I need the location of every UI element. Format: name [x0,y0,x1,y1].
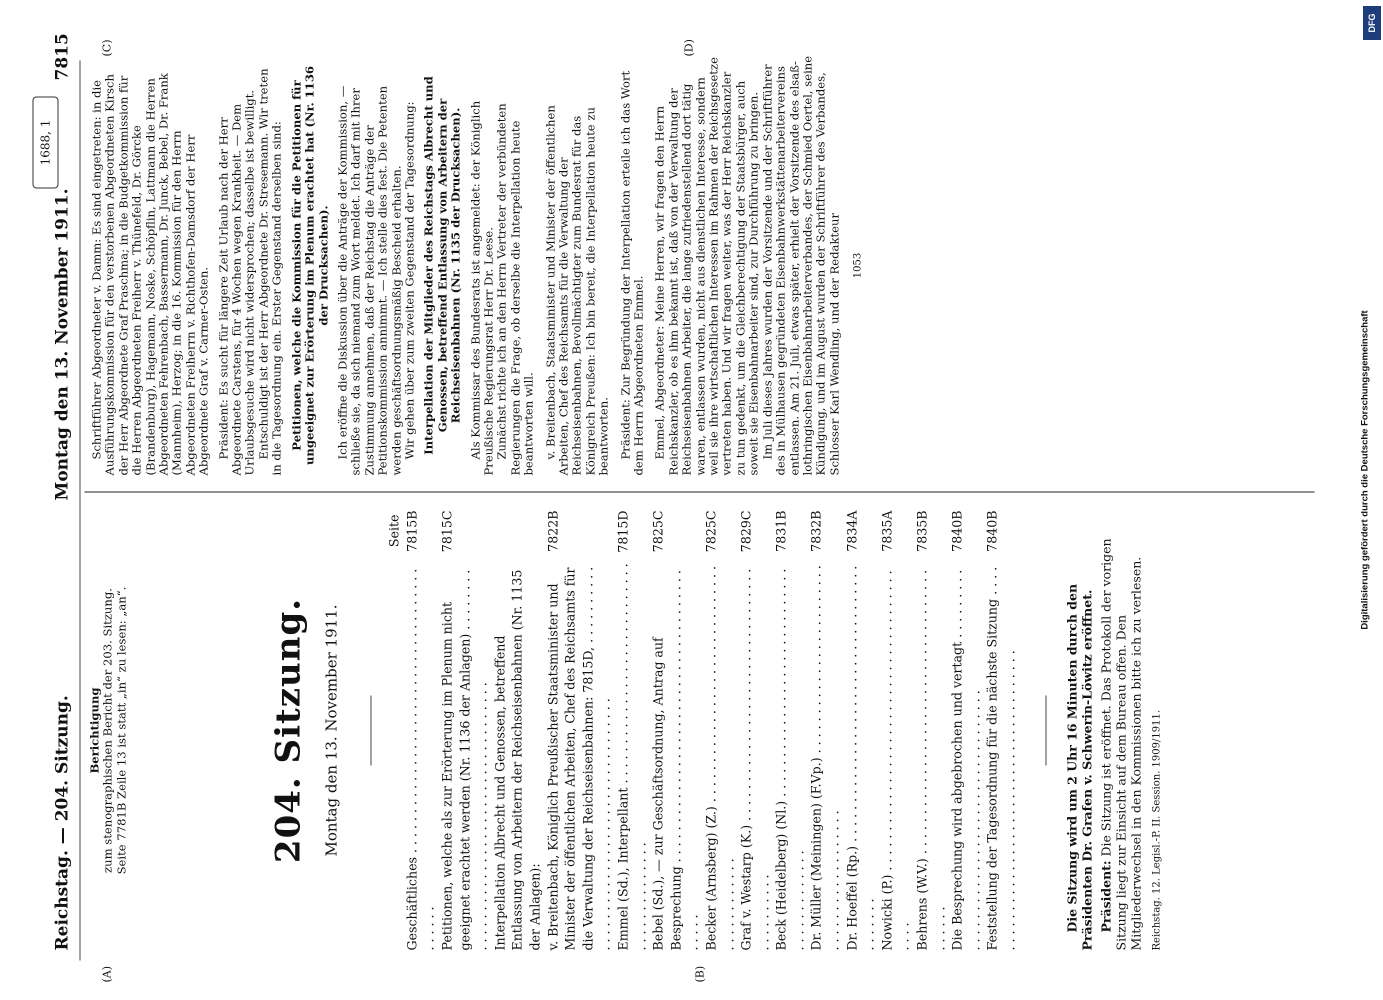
toc-row [913,510,948,950]
toc-row [737,510,772,950]
praesident-opening [1098,510,1143,950]
toc-row [649,510,702,950]
toc-entry-text: Bebel (Sd.), — zur Geschäftsordnung, Antrag auf Besprechung . . . [649,562,702,950]
opening-text: Die Sitzung wird um 2 Uhr 16 Minuten durch den Präsidenten Dr. Grafen v. Schwerin-Löwitz eröffnet. [1063,583,1094,950]
toc-row [438,510,491,950]
table-of-contents [385,510,1018,950]
toc-entry-page: 7835A [878,510,894,552]
toc-entry-text: Beck (Heidelberg) (Nl.) . . . [772,562,807,950]
berichtigung-title: Berichtigung [87,687,101,774]
right-page-foot: 1053 [852,252,864,278]
archive-stamp: 1688, 1 [32,96,58,188]
toc-entry-page: 7834A [843,510,859,552]
toc-entry-page: 7822B [544,510,560,552]
header-rule [79,60,80,960]
toc-rule [1045,695,1046,765]
berichtigung-line2: Seite 7781B Zeile 13 ist statt „in“ zu lesen: „an“. [113,586,128,874]
session-date: Montag den 13. November 1911. [322,604,341,857]
toc-row [614,510,649,950]
marker-a: (A) [100,965,113,982]
toc-row [772,510,807,950]
marker-b: (B) [693,965,706,982]
toc-row [807,510,842,950]
berichtigung-line1: zum stenographischen Bericht der 203. Sitzung. [100,587,115,873]
header-center: Montag den 13. November 1911. [52,187,72,500]
toc-entry-text: Geschäftliches . . . [403,562,438,950]
right-p12: Emmel, Abgeordneter: Meine Herren, wir fragen den Herrn Reichskanzler, ob es ihm bekannt ist, daß von der Verwaltung der Reichseisenbahnen Arbeiter, die lange zufriedenstellend dort tätig waren, entlassen wurden, nicht aus dienstlichen Interesse, sondern weil sie ihre wirtschaftlichen Interessen im Rahmen der Reichsgesetze vertreten haben. Und wir fragen weiter, was der Herr Reichskanzler zu tun gedenkt, um die Gleichberechtigung der Staatsbürger, auch soweit sie Eisenbahnarbeiter sind, zur Durchführung zu bringen. [652,56,761,475]
right-p13: Im Juli dieses Jahres wurden der Vorsitzende und der Schriftführer des in Mülhausen gegründeten Eisenbahnwerkstättenarbeitervereins entlassen. Am 21. Juli, etwas später, erhielt der Vorsitzende des elsaß-lothringischen Eisenbahnarbeiterverbandes, der Schmied Oertel, seine Kündigung, und im August wurden der Schriftführer des Verbandes, Schlosser Karl Wendling, und der Redakteur [759,55,841,475]
toc-row [878,510,913,950]
toc-entry-text: Dr. Müller (Meiningen) (F.Vp.) . . . [807,562,842,950]
right-p3: Entschuldigt ist der Herr Abgeordnete Dr. Stresemann. Wir treten in die Tagesordnung ein. Erster Gegenstand derselben sind: [255,67,284,475]
toc-entry-page: 7829C [738,510,754,552]
toc-row [948,510,983,950]
toc-row [702,510,737,950]
toc-entry-page: 7831B [773,510,789,552]
toc-entry-page: 7815B [403,510,419,552]
toc-entry-text: Behrens (W.V.) . . . [913,562,948,950]
toc-entry-page: 7840B [949,510,965,552]
toc-row [843,510,878,950]
toc-entry-page: 7815C [439,510,454,552]
right-p6: Wir gehen über zum zweiten Gegenstand der Tagesordnung: [401,100,416,459]
toc-entry-page: 7840B [984,510,1000,552]
toc-entry-page: 7825C [650,510,666,552]
toc-row [403,510,438,950]
marker-c: (C) [100,39,113,56]
right-p5: Ich eröffne die Diskussion über die Anträge der Kommission, — schließe sie, da sich niemand zum Wort meldet. Ich darf mit Ihrer Zustimmung annehmen, daß der Reichstag die Anträge der Petitionskommission annimmt. — Ich stelle dies fest. Die Petenten werden geschäftsordnungsmäßig Bescheid erhalten. [334,85,403,475]
seite-label: Seite [386,514,402,547]
toc-entry-text: Nowicki (P.) . . . [878,562,913,950]
right-p2: Präsident: Es sucht für längere Zeit Urlaub nach der Herr Abgeordnete Carstens, für 4 Wochen wegen Krankheit. — Dem Urlaubsgesuche wird nicht widersprochen; dasselbe ist bewilligt. [215,89,257,475]
column-divider [84,491,1314,492]
right-column [90,55,865,475]
toc-entry-text: Feststellung der Tagesordnung für die nächste Sitzung . . . [983,562,1018,950]
toc-entry-text: Dr. Hoeffel (Rp.) . . . [843,562,878,950]
dfg-logo: DFG [1363,6,1381,40]
toc-entry-page: 7832B [808,510,824,552]
toc-entry-text: Petitionen, welche als zur Erörterung im Plenum nicht geeignet erachtet werden (Nr. 1136 der Anlagen) . . . [438,562,491,950]
session-title: 204. Sitzung. [268,597,309,863]
praesident-label: Präsident: [1097,859,1113,932]
digitization-note: Digitalisierung gefördert durch die Deutsche Forschungsgemeinschaft [1359,310,1371,630]
footer-note: Reichstag. 12. Legisl.-P. II. Session. 1909/1911. [1150,709,1162,950]
toc-entry-text: v. Breitenbach, Königlich Preußischer Staatsminister und Minister der öffentlichen Arbeiten, Chef des Reichsamts für die Verwaltung der Reichseisenbahnen: 7815D, . . . [544,562,614,950]
toc-row [544,510,614,950]
toc-entry-text: Interpellation Albrecht und Genossen, betreffend Entlassung von Arbeitern der Reichseisenbahnen (Nr. 1135 der Anlagen): [491,569,542,950]
right-p11: Präsident: Zur Begründung der Interpellation erteile ich das Wort dem Herrn Abgeordneten Emmel. [617,70,646,475]
right-p8: Als Kommissar des Bundesrats ist angemeldet: der Königlich Preußische Regierungsrat Herr Dr. Leese. [467,100,495,475]
marker-d: (D) [682,38,695,56]
right-p1: Schriftführer Abgeordneter v. Damm: Es sind eingetreten: in die Ausführungskommission für den verstorbenen Abgeordneten Kirsch der Herr Abgeordnete Graf Praschma; in die Budgetkommission für die Herren Abgeordneten Freiherr v. Thünefeld, Dr. Görcke (Brandenburg), Hagemann, Noske, Schöpflin, Lattmann die Herren Abgeordneten Fehrenbach, Bassermann, Dr. Junck, Bebel, Dr. Frank (Mannheim), Herzog; in die 16. Kommission für den Herrn Abgeordneten Freiherrn v. Richthofen-Damsdorf der Herr Abgeordnete Graf v. Carmer-Osten. [89,72,211,475]
toc-entry-text: Graf v. Westarp (K.) . . . [737,562,772,950]
berichtigung [88,510,128,950]
left-column [88,510,1162,950]
right-p10: v. Breitenbach, Staatsminister und Minister der öffentlichen Arbeiten, Chef des Reichsamts für die Verwaltung der Reichseisenbahnen, Bevollmächtigter zum Bundesrat für das Königreich Preußen: Ich bin bereit, die Interpellation heute zu beantworten. [542,104,611,475]
page-number: 7815 [52,32,72,80]
toc-entry-page: 7835B [914,510,930,552]
toc-entry-text: Die Besprechung wird abgebrochen und vertagt . . . [948,562,983,950]
toc-row [491,510,544,950]
toc-row [983,510,1018,950]
praesident-text: Die Sitzung ist eröffnet. Das Protokoll der vorigen Sitzung liegt zur Einsicht auf dem Bureau offen. Den Mitgliederwechsel in den Kommissionen bitte ich zu verlesen. [1097,537,1143,950]
right-p7: Interpellation der Mitglieder des Reichstags Albrecht und Genossen, betreffend Entlassung von Arbeitern der Reichseisenbahnen (Nr. 1135 der Drucksachen). [421,75,463,455]
right-p9: Zunächst richte ich an den Herrn Vertreter der verbündeten Regierungen die Frage, ob derselbe die Interpellation heute beantworten will. [494,102,536,475]
toc-entry-page: 7815D [614,510,630,553]
right-p4: Petitionen, welche die Kommission für die Petitionen für ungeeignet zur Erörterung im Plenum erachtet hat (Nr. 1136 der Drucksachen). [288,65,330,465]
toc-entry-text: Emmel (Sd.), Interpellant . . . [614,562,649,950]
header-left: Reichstag. — 204. Sitzung. [52,694,72,950]
title-rule [370,695,371,765]
toc-entry-page: 7825C [702,510,718,552]
toc-entry-text: Becker (Arnsberg) (Z.) . . . [702,562,737,950]
